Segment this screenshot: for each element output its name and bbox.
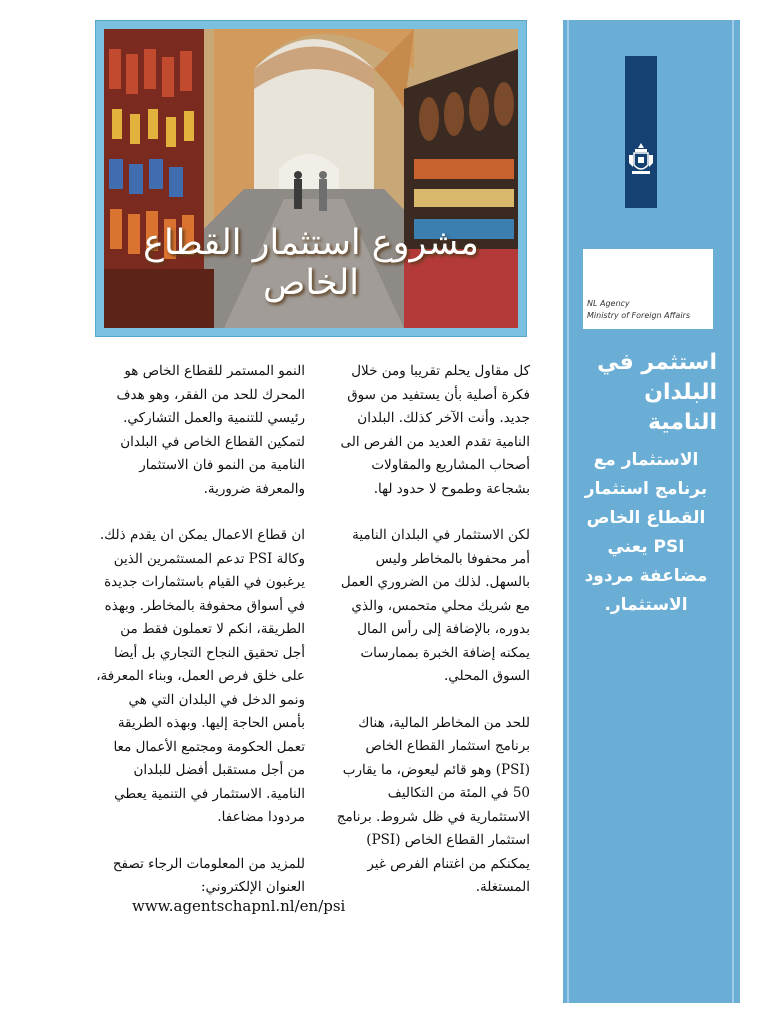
paragraph: كل مقاول يحلم تقريبا ومن خلال فكرة أصلية بأن يستفيد من سوق جديد. وأنت الآخر كذلك. البلدان النامية تقدم العديد من الفرص الى أصحاب المشاريع والمقاولات بشجاعة وطموح لا حدود لها.: [340, 363, 530, 497]
paragraph: للمزيد من المعلومات الرجاء تصفح العنوان الإلكتروني:: [112, 855, 305, 895]
ministry-name: Ministry of Foreign Affairs: [587, 311, 690, 320]
sidebar-subheading: الاستثمار مع برنامج استثمار القطاع الخاص PSI يعني مضاعفة مردود الاستثمار.: [584, 450, 708, 615]
agency-logo-box: [583, 249, 713, 329]
right-text-column: [330, 360, 530, 900]
agency-name: NL Agency: [587, 299, 630, 308]
market-street-image: [104, 29, 518, 328]
banner-photo: [95, 20, 527, 337]
sidebar-heading: استثمر في البلدان النامية: [597, 350, 717, 435]
paragraph: النمو المستمر للقطاع الخاص هو المحرك للحد من الفقر، وهو هدف رئيسي للتنمية والعمل التشاركي. لتمكين القطاع الخاص في البلدان النامية من النمو فان الاستثمار والمعرفة ضرورية.: [116, 363, 305, 497]
paragraph: للحد من المخاطر المالية، هناك برنامج استثمار القطاع الخاص (PSI) وهو قائم ليعوض، ما يقارب 50 في المئة من التكاليف الاستثمارية في ظل شروط. برنامج استثمار القطاع الخاص (PSI) يمكنكم من اغتنام الفرص غير المستغلة.: [336, 714, 530, 895]
paragraph: ان قطاع الاعمال يمكن ان يقدم ذلك. وكالة PSI تدعم المستثمرين الذين يرغبون في القيام باستثمارات جديدة في أسواق محفوفة بالمخاطر. وبهذه الطريقة، انكم لا تعملون فقط من أجل تحقيق النجاح التجاري بل أيضا على خلق فرص العمل، وبناء المعرفة، ونمو الدخل في البلدان التي هي بأمس الحاجة إليها. وبهذه الطريقة تعمل الحكومة ومجتمع الأعمال معا من أجل مستقبل أفضل للبلدان النامية. الاستثمار في التنمية يعطي مردودا مضاعفا.: [96, 527, 305, 825]
sidebar-stripe: [732, 20, 734, 1003]
government-logo-bar: [625, 56, 657, 208]
left-text-column: [95, 360, 305, 900]
paragraph: لكن الاستثمار في البلدان النامية أمر محفوفا بالمخاطر وليس بالسهل. لذلك من الضروري العمل مع شريك محلي متحمس، والذي بدوره، بالإضافة إلى رأس المال يمكنه إضافة الخبرة بممارسات السوق المحلي.: [340, 527, 530, 684]
crest-icon: [626, 141, 656, 181]
sidebar-stripe: [567, 20, 569, 1003]
website-link[interactable]: www.agentschapnl.nl/en/psi: [132, 897, 346, 915]
banner-title: مشروع استثمار القطاع الخاص: [143, 223, 479, 303]
